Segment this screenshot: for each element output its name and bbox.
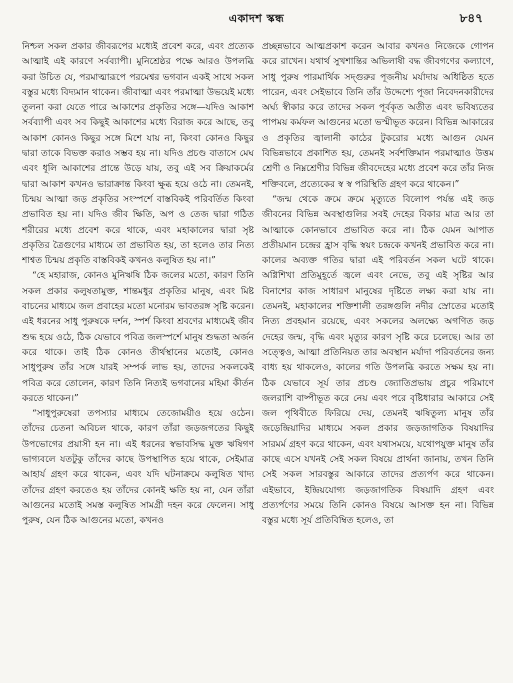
paragraph: “জন্ম থেকে ক্রমে ক্রমে মৃত্যুতে বিলোপ পর্যন্ত এই জড় জীবনের বিভিন্ন অবস্থাগুলির সবই দেহের বিকার মাত্র আর তা আত্মাকে কোনভাবে প্রভাবিত করে না। ঠিক যেমন আপাত প্রতীয়মান চন্দ্রের হ্রাস বৃদ্ধি স্বয়ং চন্দ্রকে কখনই প্রভাবিত করে না। কালের অব্যক্ত গতির দ্বারা এই পরিবর্তন সকল ঘটে থাকে। অগ্নিশিখা প্রতিমুহূর্তে জ্বলে এবং নেভে, তবু এই সৃষ্টির আর বিনাশের কাজ সাধারণ মানুষের দৃষ্টিতে লক্ষ্য করা যায় না। তেমনই, মহাকালের শক্তিশালী তরঙ্গগুলি নদীর স্রোতের মতোই নিত্য প্রবহমান রয়েছে, এবং সকলের অলক্ষ্যে অগণিত জড় দেহের জন্ম, বৃদ্ধি এবং মৃত্যুর কারণ সৃষ্টি করে চলেছে। আর তা সত্ত্বেও, আত্মা প্রতিনিয়ত তার অবস্থান মর্যাদা পরিবর্তনের জন্য বাধ্য হয় থাকলেও, কালের গতি উপলব্ধি করতে সক্ষম হয় না। ঠিক যেভাবে সূর্য তার প্রচণ্ড জ্যোতিপ্রভায় প্রচুর পরিমাণে জলরাশি বাষ্পীভূত করে নেয় এবং পরে বৃষ্টিধারার আকারে সেই জল পৃথিবীতে ফিরিয়ে দেয়, তেমনই ঋষিতুল্য মানুষ তাঁর জড়েন্দ্রিয়াদির মাধ্যমে সকল প্রকার জড়জাগতিক বিষয়াদির সারমর্ম গ্রহণ করে থাকেন, এবং যথাসময়ে, যথোপযুক্ত মানুষ তাঁর কাছে এসে যখনই সেই সকল বিষয়ে প্রার্থনা জানায়, তখন তিনি সেই সকল সারবস্তুর আকারে তাদের প্রত্যর্পণ করে থাকেন। এইভাবে, ইন্দ্রিয়যোগ্য জড়জাগতিক বিষয়াদি গ্রহণ এবং প্রত্যর্পণের সময়ে তিনি কোনও বিষয়ে আসক্ত হন না। বিভিন্ন বস্তুর মধ্যে সূর্য প্রতিবিম্বিত হলেও, তা	[262, 194, 494, 527]
paragraph: নিশ্চল সকল প্রকার জীবরূপের মধ্যেই প্রবেশ করে, এবং প্রত্যেক আত্মাই এই কারণে সর্বব্যাপী। মুনিশ্রেষ্ঠর পক্ষে আরও উপলব্ধি করা উচিত যে, পরমাত্মারূপে পরমেশ্বর ভগবান একই সাথে সকল বস্তুর মধ্যে বিদ্যমান থাকেন। জীবাত্মা এবং পরমাত্মা উভয়েই মধ্যে তুলনা করা যেতে পারে আকাশের প্রকৃতির সঙ্গে—যদিও আকাশ সর্বব্যাপী এবং সব কিছুই আকাশের মধ্যে বিরাজ করে আছে, তবু আকাশ কোনও কিছুর সঙ্গে মিশে যায় না, কিংবা কোনও কিছুর দ্বারা তাকে বিভক্ত করাও সম্ভব হয় না। যদিও প্রচণ্ড বাতাসে মেঘ এবং ধূলি আকাশের প্রান্তে উড়ে যায়, তবু এই সব ক্রিয়াকর্মের দ্বারা আকাশ কখনও ভারাক্রান্ত কিংবা ক্ষুব্ধ হয়ে ওঠে না। তেমনই, চিন্ময় আত্মা জড় প্রকৃতির সংস্পর্শে বাস্তবিকই পরিবর্তিত কিংবা প্রভাবিত হয় না। যদিও জীব ক্ষিতি, অপ ও তেজ দ্বারা গঠিত শরীরের মধ্যে প্রবেশ করে থাকে, এবং মহাকালের দ্বারা সৃষ্ট প্রকৃতির ত্রৈগুণের মাধ্যমে তা প্রভাবিত হয়, তা হলেও তার নিত্য শাশ্বত চিন্ময় প্রকৃতি বাস্তবিকই কখনও কলুষিত হয় না।”	[22, 42, 254, 267]
left-column	[22, 40, 254, 672]
page-number: ৮৪৭	[459, 11, 483, 25]
paragraph: “সাধুপুরুষেরা তপস্যার মাধ্যমে তেজোময়ীও হয়ে ওঠেন। তাঁদের চেতনা অবিচল থাকে, কারণ তাঁরা জড়জগতের কিছুই উপভোগের প্রয়াসী হন না। এই ধরনের স্বভাবসিদ্ধ মুক্ত ঋষিগণ ভাগ্যবলে যতটুকু তাঁদের কাছে উপস্থাপিত হয়ে থাকে, সেইমাত্র আহার্য গ্রহণ করে থাকেন, এবং যদি ঘটনাক্রমে কলুষিত খাদ্য তাঁদের গ্রহণ করতেও হয় তাঁদের কোনই ক্ষতি হয় না, যেন তাঁরা আগুনের মতোই সমস্ত কলুষিত সামগ্রী দহন করে ফেলেন। সাধু পুরুষ, যেন ঠিক আগুনের মতো, কখনও	[22, 409, 254, 527]
page-header	[22, 10, 491, 28]
right-column	[262, 40, 494, 672]
paragraph: “হে মহারাজ, কোনও মুনিঋষি ঠিক জলের মতো, কারণ তিনি সকল প্রকার কলুষতামুক্ত, শান্তমধুর প্রকৃতির মানুষ, এবং মিষ্ট বাচনের মাধ্যমে জল প্রবাহের মতো মনোরম ভাবতরঙ্গ সৃষ্টি করেন। এই ধরনের সাধু পুরুষকে দর্শন, স্পর্শ কিংবা শ্রবণের মাধ্যমেই জীব শুদ্ধ হয়ে ওঠে, ঠিক যেভাবে পবিত্র জলস্পর্শে মানুষ শুদ্ধতা অর্জন করে থাকে। তাই ঠিক কোনও তীর্থস্থানের মতোই, কোনও সাধুপুরুষ তাঁর সঙ্গে যারই সম্পর্ক লাভ হয়, তাদের সকলকেই পবিত্র করে তোলেন, কারণ তিনি নিত্যই ভগবানের মহিমা কীর্তন করতে থাকেন।”	[22, 271, 254, 404]
running-title: একাদশ স্কন্ধ	[228, 12, 285, 25]
paragraph: প্রচ্ছন্নভাবে আত্মপ্রকাশ করেন আবার কখনও নিজেকে গোপন করে রাখেন। যথার্থ সুখশান্তির অভিলাষী বদ্ধ জীবগণের কল্যাণে, সাধু পুরুষ পারমার্থিক সদ্গুরুর পূজনীয় মর্যাদায় অধিষ্ঠিত হতে পারেন, এবং সেইভাবে তিনি তাঁর উদ্দেশ্যে পূজা নিবেদনকারীদের অর্ঘ্য স্বীকার করে তাদের সকল পূর্বকৃত অতীত এবং ভবিষ্যতের পাপময় কর্মফল আগুনের মতো ভস্মীভূত করেন। বিভিন্ন আকারের ও প্রকৃতির জ্বালানী কাঠের টুকরোর মধ্যে আগুন যেমন বিভিন্নভাবে প্রকাশিত হয়, তেমনই সর্বশক্তিমান পরমাত্মাও উত্তম শ্রেণী ও নিম্নশ্রেণীর বিভিন্ন জীবদেহের মধ্যে প্রবেশ করে তাঁর নিজ শক্তিবলে, প্রত্যেকের স্ব স্ব পরিস্থিতি গ্রহণ করে থাকেন।”	[262, 42, 494, 190]
